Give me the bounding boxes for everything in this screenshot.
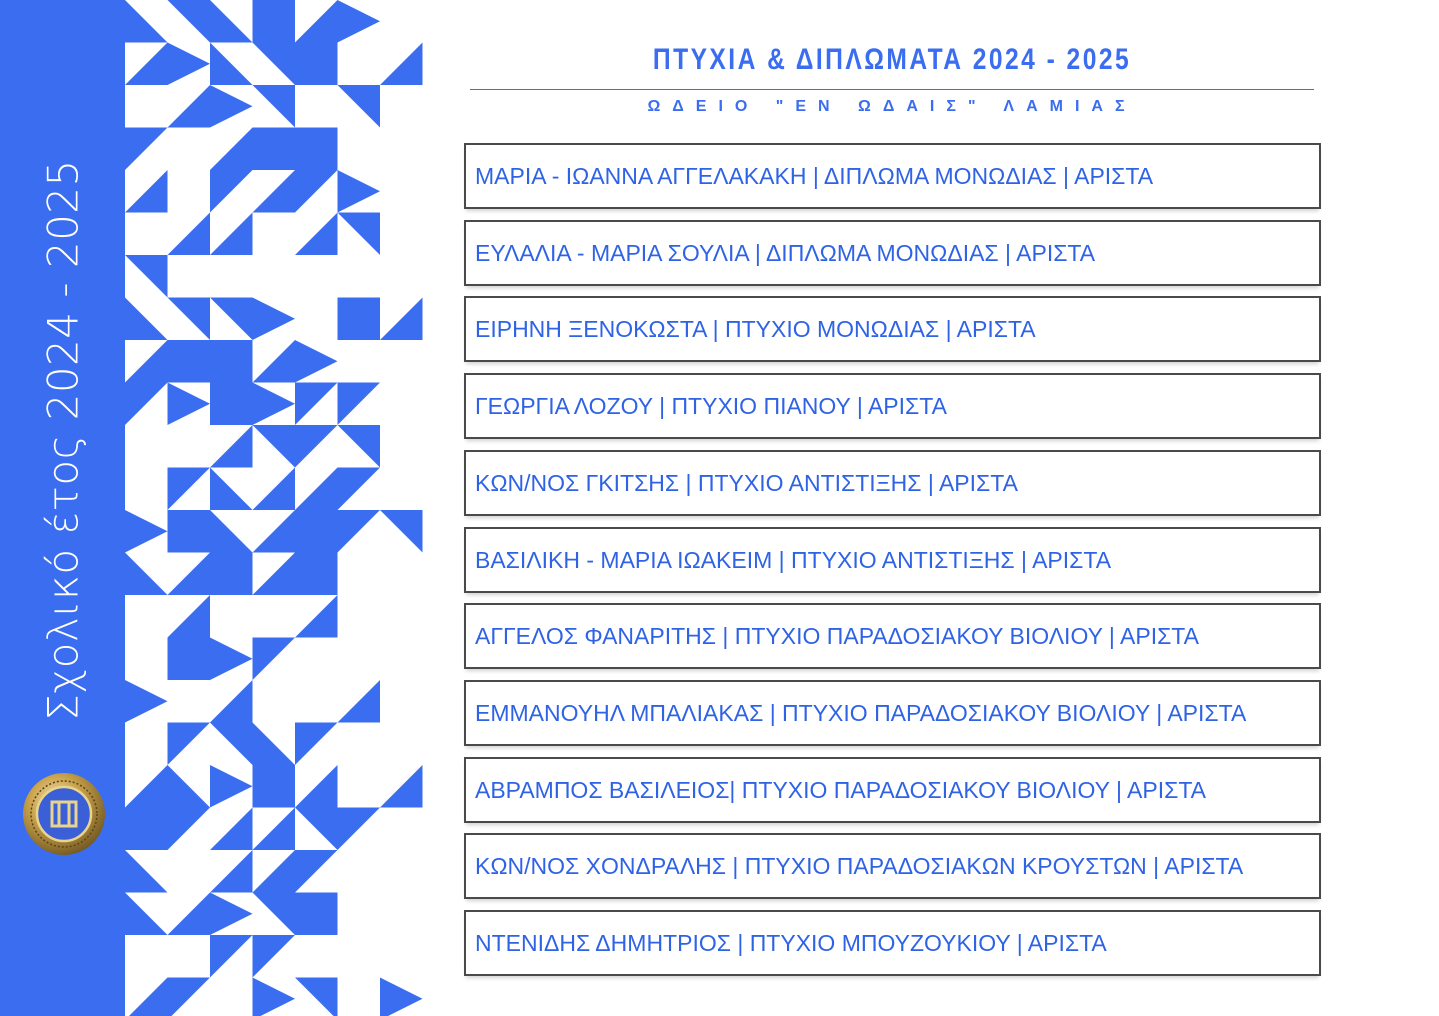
- pattern-triangle: [253, 850, 296, 893]
- list-item: [464, 527, 1321, 593]
- pattern-triangle: [125, 340, 168, 383]
- page-subtitle: ΩΔΕΙΟ "ΕΝ ΩΔΑΙΣ" ΛΑΜΙΑΣ: [647, 98, 1137, 115]
- pattern-triangle: [210, 85, 253, 128]
- pattern-triangle: [210, 680, 253, 723]
- pattern-triangle: [210, 638, 253, 681]
- pattern-triangle: [338, 680, 381, 723]
- pattern-triangle: [168, 468, 211, 511]
- pattern-triangle: [168, 43, 211, 86]
- graduate-entry-text: ΒΑΣΙΛΙΚΗ - ΜΑΡΙΑ ΙΩΑΚΕΙΜ | ΠΤΥΧΙΟ ΑΝΤΙΣΤΙΞΗΣ | ΑΡΙΣΤΑ: [475, 546, 1112, 573]
- pattern-triangle: [125, 850, 168, 893]
- pattern-triangle: [338, 510, 381, 553]
- pattern-triangle: [253, 340, 296, 383]
- pattern-triangle: [210, 765, 253, 808]
- graduate-entry-text: ΚΩΝ/ΝΟΣ ΧΟΝΔΡΑΛΗΣ | ΠΤΥΧΙΟ ΠΑΡΑΔΟΣΙΑΚΩΝ ΚΡΟΥΣΤΩΝ | ΑΡΙΣΤΑ: [475, 852, 1244, 879]
- pattern-triangle: [295, 850, 338, 893]
- pattern-triangle: [210, 935, 253, 978]
- graduate-entry-text: ΑΒΡΑΜΠΟΣ ΒΑΣΙΛΕΙΟΣ| ΠΤΥΧΙΟ ΠΑΡΑΔΟΣΙΑΚΟΥ ΒΙΟΛΙΟΥ | ΑΡΙΣΤΑ: [475, 776, 1207, 803]
- pattern-triangle: [295, 893, 338, 936]
- pattern-triangle: [295, 808, 338, 851]
- pattern-triangle: [210, 298, 253, 341]
- pattern-triangle: [380, 43, 423, 86]
- pattern-triangle: [338, 213, 381, 256]
- pattern-triangle: [168, 553, 211, 596]
- pattern-triangle: [168, 638, 211, 681]
- pattern-triangle: [295, 43, 338, 86]
- pattern-triangle: [380, 978, 423, 1016]
- pattern-triangle: [210, 850, 253, 893]
- pattern-triangle: [253, 298, 296, 341]
- pattern-triangle: [125, 510, 168, 553]
- list-item: [464, 296, 1321, 362]
- pattern-triangle: [125, 765, 168, 808]
- pattern-triangle: [168, 765, 211, 808]
- pattern-triangle: [380, 765, 423, 808]
- pattern-triangle: [253, 425, 296, 468]
- graduate-entry-text: ΜΑΡΙΑ - ΙΩΑΝΝΑ ΑΓΓΕΛΑΚΑΚΗ | ΔΙΠΛΩΜΑ ΜΟΝΩΔΙΑΣ | ΑΡΙΣΤΑ: [475, 162, 1154, 189]
- pattern-triangle: [210, 340, 253, 383]
- pattern-triangle: [338, 383, 381, 426]
- pattern-triangle: [168, 808, 211, 851]
- list-item: [464, 757, 1321, 823]
- pattern-triangle: [253, 468, 296, 511]
- pattern-triangle: [210, 425, 253, 468]
- pattern-triangle: [210, 170, 253, 213]
- pattern-triangle: [338, 468, 381, 511]
- pattern-triangle: [210, 510, 253, 553]
- pattern-triangle: [168, 298, 211, 341]
- pattern-triangle: [253, 510, 296, 553]
- pattern-triangle: [253, 765, 296, 808]
- pattern-triangle: [125, 170, 168, 213]
- pattern-triangle: [338, 808, 381, 851]
- list-item: [464, 833, 1321, 899]
- pattern-triangle: [125, 680, 168, 723]
- pattern-triangle: [338, 298, 381, 341]
- pattern-triangle: [168, 595, 211, 638]
- pattern-triangle: [295, 213, 338, 256]
- pattern-triangle: [168, 893, 211, 936]
- pattern-triangle: [338, 85, 381, 128]
- pattern-triangle: [380, 510, 423, 553]
- pattern-triangle: [253, 0, 296, 43]
- pattern-triangle: [338, 425, 381, 468]
- pattern-triangle: [253, 935, 296, 978]
- pattern-triangle: [338, 170, 381, 213]
- geometric-pattern: [125, 0, 425, 1016]
- pattern-triangle: [295, 425, 338, 468]
- pattern-triangle: [295, 128, 338, 171]
- graduate-entry-text: ΕΥΛΑΛΙΑ - ΜΑΡΙΑ ΣΟΥΛΙΑ | ΔΙΠΛΩΜΑ ΜΟΝΩΔΙΑΣ | ΑΡΙΣΤΑ: [475, 239, 1096, 266]
- pattern-triangle: [168, 213, 211, 256]
- list-item: [464, 680, 1321, 746]
- pattern-triangle: [125, 43, 168, 86]
- pattern-triangle: [295, 978, 338, 1016]
- pattern-triangle: [253, 723, 296, 766]
- pattern-triangle: [253, 553, 296, 596]
- pattern-triangle: [253, 128, 296, 171]
- graduate-entry-text: ΓΕΩΡΓΙΑ ΛΟΖΟΥ | ΠΤΥΧΙΟ ΠΙΑΝΟΥ | ΑΡΙΣΤΑ: [475, 392, 947, 419]
- pattern-triangle: [295, 383, 338, 426]
- pattern-triangle: [295, 170, 338, 213]
- pattern-triangle: [168, 510, 211, 553]
- list-item: [464, 910, 1321, 976]
- pattern-triangle: [125, 0, 168, 43]
- pattern-triangle: [295, 723, 338, 766]
- graduate-entry-text: ΝΤΕΝΙΔΗΣ ΔΗΜΗΤΡΙΟΣ | ΠΤΥΧΙΟ ΜΠΟΥΖΟΥΚΙΟΥ | ΑΡΙΣΤΑ: [475, 929, 1107, 956]
- pattern-triangle: [295, 510, 338, 553]
- pattern-triangle: [125, 383, 168, 426]
- pattern-triangle: [253, 170, 296, 213]
- pattern-triangle: [338, 0, 381, 43]
- pattern-triangle: [253, 808, 296, 851]
- pattern-triangle: [125, 553, 168, 596]
- pattern-triangle: [125, 298, 168, 341]
- pattern-triangle: [253, 383, 296, 426]
- pattern-triangle: [125, 808, 168, 851]
- pattern-triangle: [168, 383, 211, 426]
- pattern-triangle: [210, 43, 253, 86]
- pattern-triangle: [210, 0, 253, 43]
- pattern-triangle: [210, 468, 253, 511]
- pattern-triangle: [168, 978, 211, 1016]
- graduate-entry-text: ΑΓΓΕΛΟΣ ΦΑΝΑΡΙΤΗΣ | ΠΤΥΧΙΟ ΠΑΡΑΔΟΣΙΑΚΟΥ ΒΙΟΛΙΟΥ | ΑΡΙΣΤΑ: [475, 622, 1199, 649]
- pattern-triangle: [295, 0, 338, 43]
- pattern-triangle: [168, 0, 211, 43]
- list-item: [464, 220, 1321, 286]
- title-divider: [470, 89, 1314, 90]
- graduate-entry-text: ΕΙΡΗΝΗ ΞΕΝΟΚΩΣΤΑ | ΠΤΥΧΙΟ ΜΟΝΩΔΙΑΣ | ΑΡΙΣΤΑ: [475, 315, 1036, 342]
- pattern-triangle: [295, 595, 338, 638]
- list-item: [464, 373, 1321, 439]
- pattern-triangle: [295, 340, 338, 383]
- gold-circle-logo-icon: [22, 772, 106, 856]
- pattern-triangle: [295, 765, 338, 808]
- page-title: ΠΤΥΧΙΑ & ΔΙΠΛΩΜΑΤΑ 2024 - 2025: [652, 43, 1132, 76]
- pattern-triangle: [168, 723, 211, 766]
- pattern-triangle: [125, 128, 168, 171]
- pattern-triangle: [210, 383, 253, 426]
- pattern-triangle: [380, 298, 423, 341]
- pattern-triangle: [253, 85, 296, 128]
- pattern-triangle: [253, 893, 296, 936]
- pattern-triangle: [210, 128, 253, 171]
- pattern-triangle: [210, 213, 253, 256]
- pattern-triangle: [168, 85, 211, 128]
- pattern-triangle: [125, 978, 168, 1016]
- graduate-entry-text: ΕΜΜΑΝΟΥΗΛ ΜΠΑΛΙΑΚΑΣ | ΠΤΥΧΙΟ ΠΑΡΑΔΟΣΙΑΚΟΥ ΒΙΟΛΙΟΥ | ΑΡΙΣΤΑ: [475, 699, 1247, 726]
- pattern-triangle: [295, 468, 338, 511]
- pattern-triangle: [253, 638, 296, 681]
- list-item: [464, 450, 1321, 516]
- pattern-triangle: [210, 723, 253, 766]
- list-item: [464, 603, 1321, 669]
- school-year-label: Σχολικό έτος 2024 - 2025: [38, 159, 88, 721]
- pattern-triangle: [253, 978, 296, 1016]
- pattern-triangle: [253, 43, 296, 86]
- pattern-triangle: [295, 553, 338, 596]
- graduate-entry-text: ΚΩΝ/ΝΟΣ ΓΚΙΤΣΗΣ | ΠΤΥΧΙΟ ΑΝΤΙΣΤΙΞΗΣ | ΑΡΙΣΤΑ: [475, 469, 1018, 496]
- pattern-triangle: [168, 340, 211, 383]
- pattern-triangle: [210, 553, 253, 596]
- list-item: [464, 143, 1321, 209]
- pattern-triangle: [125, 255, 168, 298]
- pattern-triangle: [210, 893, 253, 936]
- pattern-triangle: [125, 893, 168, 936]
- header: [470, 40, 1314, 115]
- pattern-triangle: [210, 808, 253, 851]
